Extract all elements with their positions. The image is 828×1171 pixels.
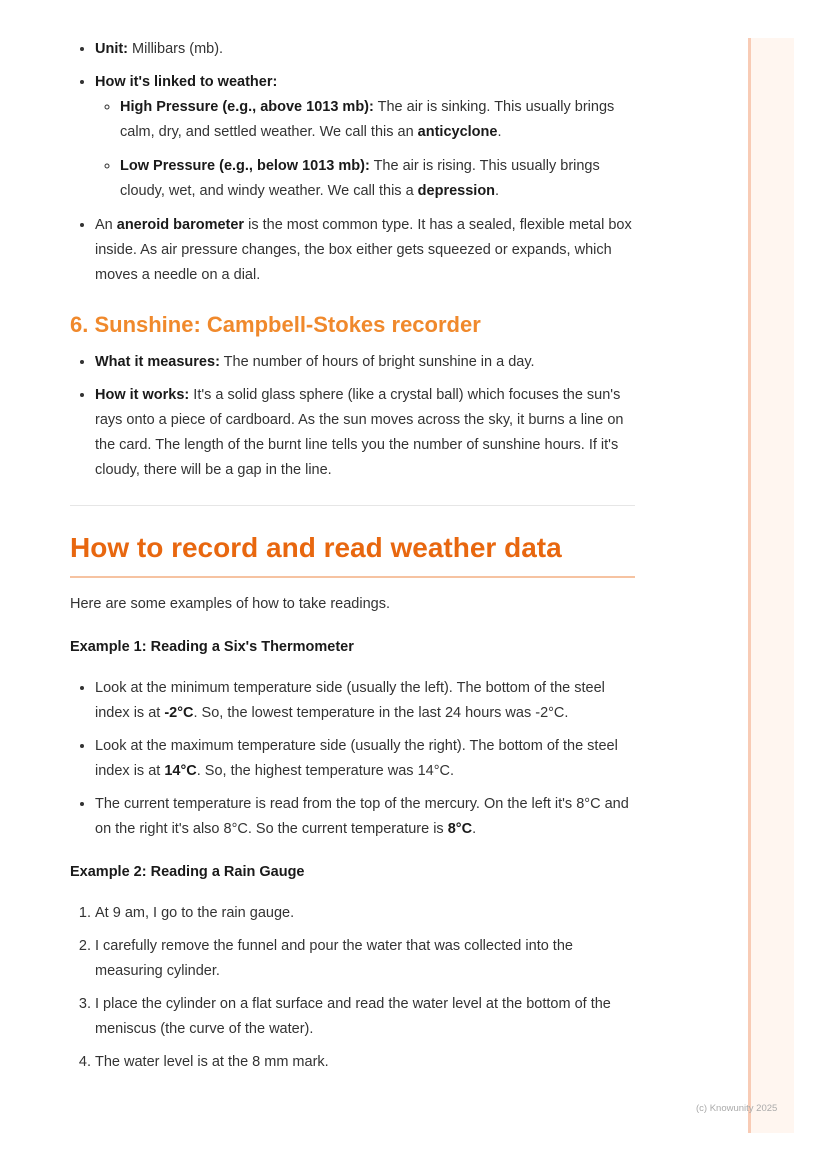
list-item: [95, 350, 635, 375]
text: . So, the highest temperature was 14°C.: [196, 763, 455, 779]
footer-copyright: (c) Knowunity 2025: [696, 1103, 778, 1114]
high-label: High Pressure (e.g., above 1013 mb):: [120, 99, 374, 115]
list-item: [95, 792, 635, 842]
page-heading: How to record and read weather data: [70, 530, 635, 578]
measures-text: The number of hours of bright sunshine in a day.: [219, 354, 535, 370]
section-heading: 6. Sunshine: Campbell-Stokes recorder: [70, 312, 481, 337]
pressure-sublist: [95, 95, 635, 204]
list-item: [95, 37, 635, 62]
low-term: depression: [417, 183, 496, 199]
sunshine-list: [70, 350, 635, 483]
example-2-title: Example 2: Reading a Rain Gauge: [70, 864, 305, 880]
text: .: [472, 821, 477, 837]
intro-text: Here are some examples of how to take readings.: [70, 596, 390, 612]
aneroid-text: is the most common type. It has a sealed, flexible metal box inside. As air pressure changes, the box either gets squeezed or expands, which moves a needle on a dial.: [95, 217, 632, 283]
text: The current temperature is read from the top of the mercury. On the left it's 8°C and on the right it's also 8°C. So the current temperature is: [95, 796, 629, 837]
unit-label: Unit:: [95, 41, 129, 57]
divider: [70, 505, 635, 506]
low-text: The air is rising. This usually brings cloudy, wet, and windy weather. We call this a: [120, 158, 600, 199]
list-item: [95, 70, 635, 204]
list-item: [95, 734, 635, 784]
list-item: [95, 383, 635, 483]
high-term: anticyclone: [417, 124, 498, 140]
document-content: [70, 37, 635, 1083]
low-label: Low Pressure (e.g., below 1013 mb):: [120, 158, 370, 174]
measures-label: What it measures:: [95, 354, 220, 370]
list-item: 2. I carefully remove the funnel and pour the water that was collected into the measuring cylinder.: [95, 934, 635, 984]
works-label: How it works:: [95, 387, 190, 403]
sidebar-panel: [748, 38, 794, 1133]
list-item: 1. At 9 am, I go to the rain gauge.: [95, 901, 635, 926]
value: 14°C: [164, 763, 197, 779]
linked-label: How it's linked to weather:: [95, 74, 278, 90]
list-item: ◦ Low Pressure (e.g., below 1013 mb): The air is rising. This usually brings cloudy, wet, and windy weather. We call this a depression.: [120, 154, 635, 204]
works-text: It's a solid glass sphere (like a crystal ball) which focuses the sun's rays onto a piece of cardboard. As the sun moves across the sky, it burns a line on the card. The length of the burnt line tells you the number of sunshine hours. If it's cloudy, there will be a gap in the line.: [95, 387, 624, 478]
high-text: The air is sinking. This usually brings calm, dry, and settled weather. We call this an: [120, 99, 615, 140]
list-item: ◦ High Pressure (e.g., above 1013 mb): The air is sinking. This usually brings calm, dry, and settled weather. We call this an anticyclone.: [120, 95, 635, 145]
pressure-list: [70, 37, 635, 288]
aneroid-pre: An: [95, 217, 117, 233]
text: . So, the lowest temperature in the last 24 hours was -2°C.: [193, 705, 569, 721]
aneroid-term: aneroid barometer: [116, 217, 245, 233]
list-item: 4. The water level is at the 8 mm mark.: [95, 1050, 635, 1075]
example-1-title: Example 1: Reading a Six's Thermometer: [70, 639, 354, 655]
list-item: 3. I place the cylinder on a flat surface and read the water level at the bottom of the meniscus (the curve of the water).: [95, 992, 635, 1042]
text: Look at the minimum temperature side (usually the left). The bottom of the steel index is at: [95, 680, 605, 721]
value: -2°C: [164, 705, 194, 721]
value: 8°C: [447, 821, 473, 837]
unit-text: Millibars (mb).: [128, 41, 224, 57]
example-2-list: [70, 901, 635, 1075]
list-item: [95, 676, 635, 726]
text: Look at the maximum temperature side (usually the right). The bottom of the steel index is at: [95, 738, 618, 779]
example-1-list: [70, 676, 635, 842]
list-item: [95, 213, 635, 288]
